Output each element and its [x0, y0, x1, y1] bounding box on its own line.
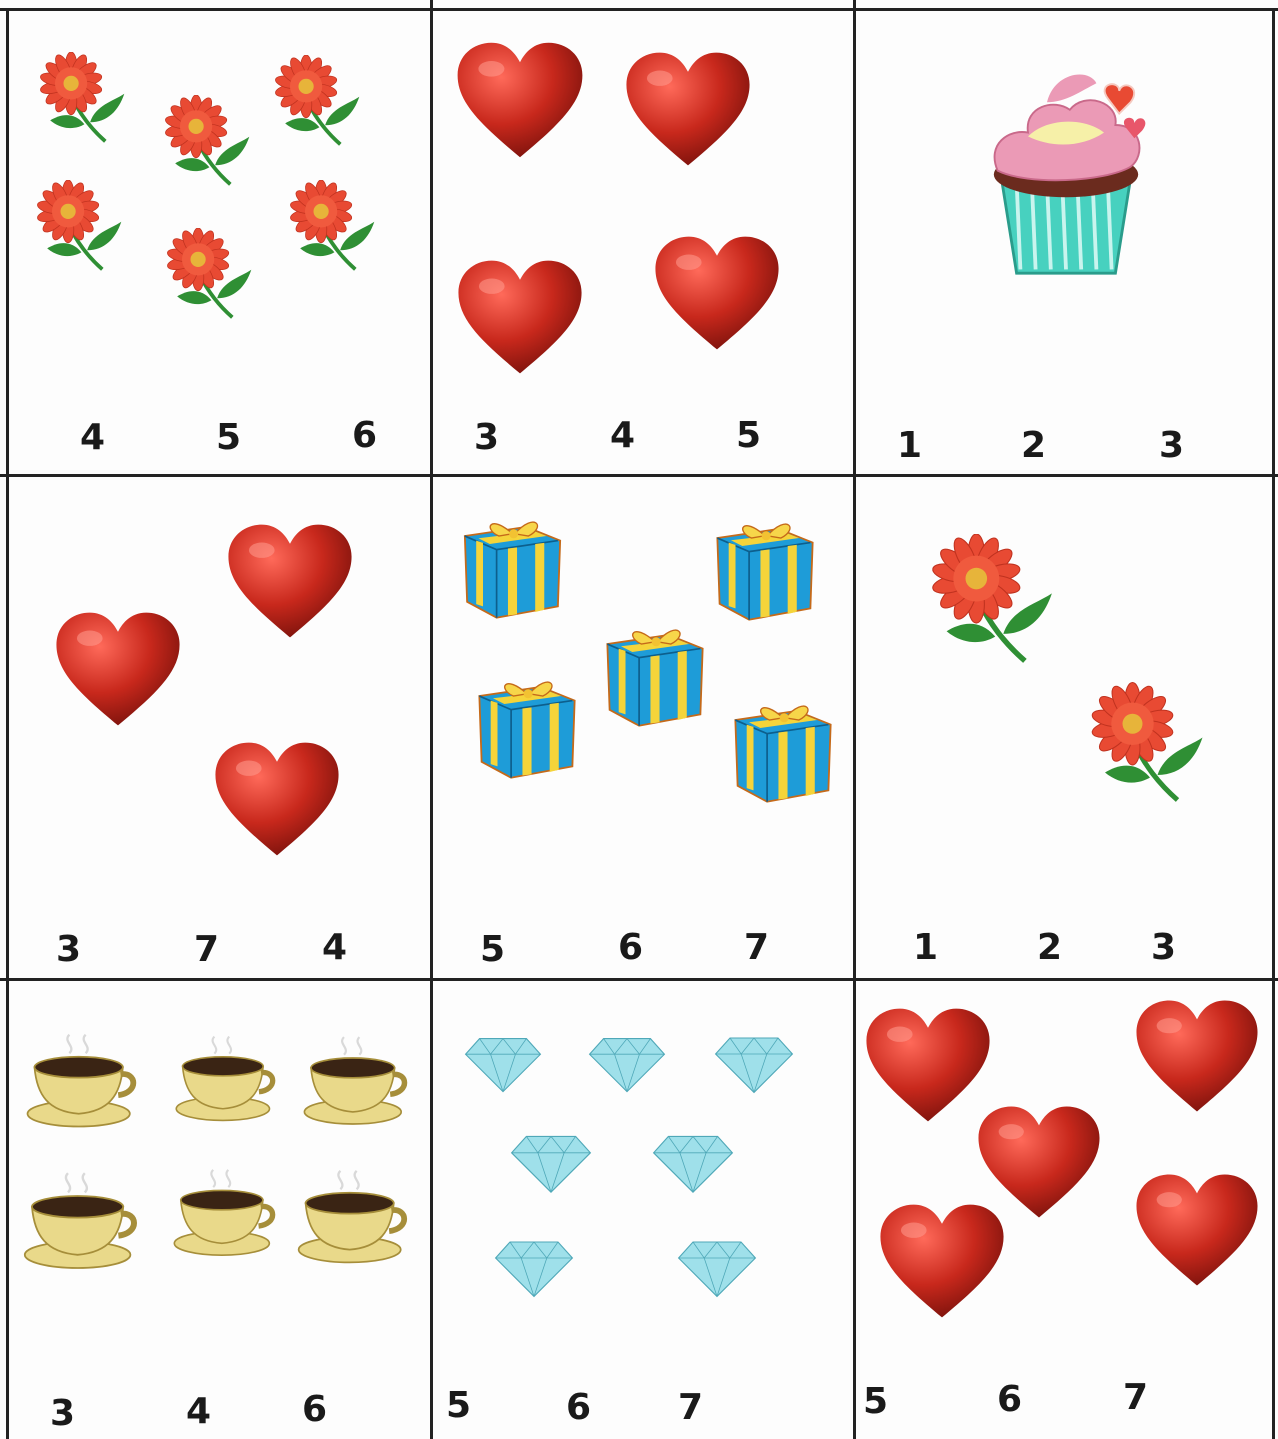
heart-icon [1133, 998, 1261, 1114]
answer-option[interactable]: 1 [897, 425, 923, 466]
answer-option[interactable]: 6 [302, 1389, 328, 1430]
answer-option[interactable]: 6 [618, 927, 644, 968]
heart-icon [52, 610, 184, 728]
answer-option[interactable]: 5 [216, 417, 242, 458]
answer-option[interactable]: 5 [863, 1381, 889, 1422]
heart-icon [225, 522, 355, 640]
cupcake-icon [971, 60, 1161, 285]
answer-option[interactable]: 4 [610, 415, 636, 456]
diamond-icon [494, 1234, 574, 1298]
answer-option[interactable]: 3 [1151, 927, 1177, 968]
coffee-cup-icon [22, 1030, 140, 1130]
answer-option[interactable]: 2 [1037, 927, 1063, 968]
gift-box-icon [722, 686, 844, 804]
answer-option[interactable]: 6 [566, 1387, 592, 1428]
answer-option[interactable]: 6 [997, 1379, 1023, 1420]
diamond-icon [464, 1030, 542, 1094]
flower-icon [1085, 680, 1210, 810]
answer-option[interactable]: 7 [1123, 1377, 1149, 1418]
heart-icon [455, 40, 585, 160]
flower-icon [270, 55, 365, 150]
flower-icon [160, 95, 255, 190]
heart-icon [1133, 1172, 1261, 1288]
flower-icon [32, 180, 127, 275]
card-hearts-four [430, 0, 853, 474]
heart-icon [877, 1202, 1007, 1320]
answer-option[interactable]: 1 [913, 927, 939, 968]
card-cups [0, 978, 430, 1439]
flower-icon [162, 228, 257, 323]
heart-icon [863, 1006, 993, 1124]
answer-option[interactable]: 5 [480, 929, 506, 970]
heart-icon [212, 740, 342, 858]
answer-option[interactable]: 3 [474, 417, 500, 458]
coffee-cup-icon [294, 1164, 410, 1268]
answer-option[interactable]: 4 [80, 417, 106, 458]
diamond-icon [714, 1030, 794, 1094]
diamond-icon [588, 1030, 666, 1094]
diamond-icon [652, 1128, 734, 1194]
coffee-cup-icon [172, 1030, 278, 1126]
gift-box-icon [706, 504, 824, 622]
heart-icon [623, 50, 753, 168]
answer-option[interactable]: 6 [352, 415, 378, 456]
answer-option[interactable]: 3 [1159, 425, 1185, 466]
flower-icon [285, 180, 380, 275]
answer-option[interactable]: 7 [744, 927, 770, 968]
answer-option[interactable]: 3 [50, 1393, 76, 1434]
coffee-cup-icon [170, 1164, 278, 1260]
card-cupcake [853, 0, 1278, 474]
answer-option[interactable]: 7 [678, 1387, 704, 1428]
diamond-icon [676, 1234, 758, 1298]
heart-icon [652, 234, 782, 352]
coffee-cup-icon [300, 1030, 410, 1130]
card-flowers [0, 0, 430, 474]
answer-option[interactable]: 3 [56, 929, 82, 970]
card-flowers-two [853, 474, 1278, 978]
card-diamonds [430, 978, 853, 1439]
answer-option[interactable]: 4 [322, 927, 348, 968]
coffee-cup-icon [20, 1168, 140, 1272]
gift-box-icon [466, 662, 588, 780]
answer-option[interactable]: 7 [194, 929, 220, 970]
gift-box-icon [455, 502, 570, 620]
flower-icon [35, 52, 130, 147]
answer-option[interactable]: 5 [446, 1385, 472, 1426]
diamond-icon [510, 1128, 592, 1194]
answer-option[interactable]: 5 [736, 415, 762, 456]
card-hearts-three [0, 474, 430, 978]
flower-icon [925, 534, 1060, 669]
answer-option[interactable]: 4 [186, 1391, 212, 1432]
card-gifts [430, 474, 853, 978]
card-hearts-five [853, 978, 1278, 1439]
gift-box-icon [594, 610, 716, 728]
heart-icon [455, 258, 585, 376]
answer-option[interactable]: 2 [1021, 425, 1047, 466]
